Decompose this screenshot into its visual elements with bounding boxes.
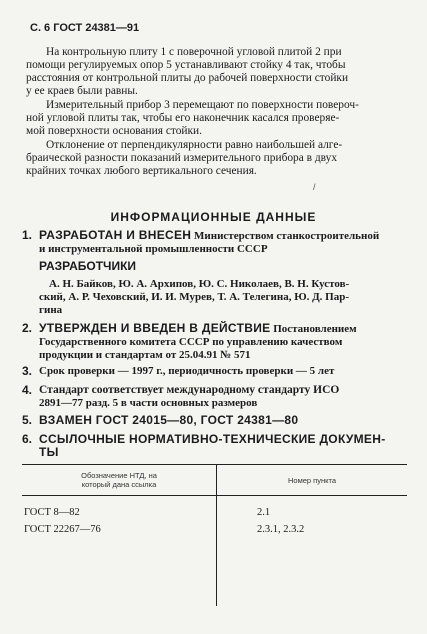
table-row [22,496,407,522]
developers-title: РАЗРАБОТЧИКИ [39,259,137,273]
text-line: Измерительный прибор 3 перемещают по поверхности повероч- [46,99,359,111]
text-line: расстояния от контрольной плиты до рабочей поверхности стойки [26,72,349,84]
text-line: мой поверхности основания стойки. [26,125,202,137]
text-line: крайних точках любого вертикального сечения. [26,165,257,177]
developers-line: А. Н. Байков, Ю. А. Архипов, Ю. С. Николаев, В. Н. Кустов- [49,278,350,290]
developers-line: гина [39,304,63,316]
text-line: браической разности показаний измерительного прибора в двух [26,152,338,164]
column-header-clause: Номер пункта [217,465,408,496]
item-number: 4. [22,383,33,397]
text-line: На контрольную плиту 1 с поверочной угловой плитой 2 при [46,46,342,58]
table-cell-document: ГОСТ 8—82 [22,496,217,522]
text-line: Отклонение от перпендикулярности равно наибольшей алге- [46,139,343,151]
developers-list [39,278,409,317]
item-text: ВЗАМЕН ГОСТ 24015—80, ГОСТ 24381—80 [39,413,299,427]
table-cell-clause: 2.3.1, 2.3.2 [257,524,305,535]
item-text: продукции и стандартам от 25.04.91 № 571 [39,349,251,361]
table-cell-document: ГОСТ 22267—76 [22,521,217,606]
item-number: 1. [22,228,33,242]
paragraph-1 [26,46,404,98]
text-line: у ее краев были равны. [26,85,138,97]
scan-mark: / [313,182,316,192]
section-title: ИНФОРМАЦИОННЫЕ ДАННЫЕ [110,210,317,224]
paragraph-2 [26,99,404,138]
table-header-row [22,465,407,496]
developers-line: ский, А. Р. Чеховский, И. И. Мурев, Т. А. Телегина, Ю. Д. Пар- [39,291,349,303]
column-header-document: Обозначение НТД, на который дана ссылка [22,465,217,496]
item-body [39,322,411,362]
item-text: ССЫЛОЧНЫЕ НОРМАТИВНО-ТЕХНИЧЕСКИЕ ДОКУМЕН- [39,432,386,446]
item-heading: РАЗРАБОТАН И ВНЕСЕН [39,228,192,242]
item-text: Министерством станкостроительной [194,230,380,242]
table-cell-clause: 2.1 [257,507,271,518]
references-table [22,464,407,606]
item-body [39,433,411,459]
item-number: 6. [22,432,33,446]
page-header: С. 6 ГОСТ 24381—91 [30,22,140,34]
item-body [39,229,411,256]
paragraph-3 [26,139,404,178]
item-text: и инструментальной промышленности СССР [39,243,268,255]
item-text: Срок проверки — 1997 г., периодичность проверки — 5 лет [39,365,335,377]
item-text: Государственного комитета СССР по управлению качеством [39,336,343,348]
item-number: 3. [22,364,33,378]
item-text: Стандарт соответствует международному стандарту ИСО [39,384,340,396]
text-line: ной угловой плиты так, чтобы его наконечник касался проверяе- [26,112,340,124]
text-line: помощи регулируемых опор 5 устанавливают стойку 4 так, чтобы [26,59,346,71]
item-heading: УТВЕРЖДЕН И ВВЕДЕН В ДЕЙСТВИЕ [39,321,271,335]
item-number: 2. [22,321,33,335]
item-number: 5. [22,413,33,427]
item-text: ТЫ [39,445,59,459]
item-text: 2891—77 разд. 5 в части основных размеров [39,397,258,409]
table-row [22,521,407,606]
item-body [39,384,411,410]
item-text: Постановлением [273,323,357,335]
